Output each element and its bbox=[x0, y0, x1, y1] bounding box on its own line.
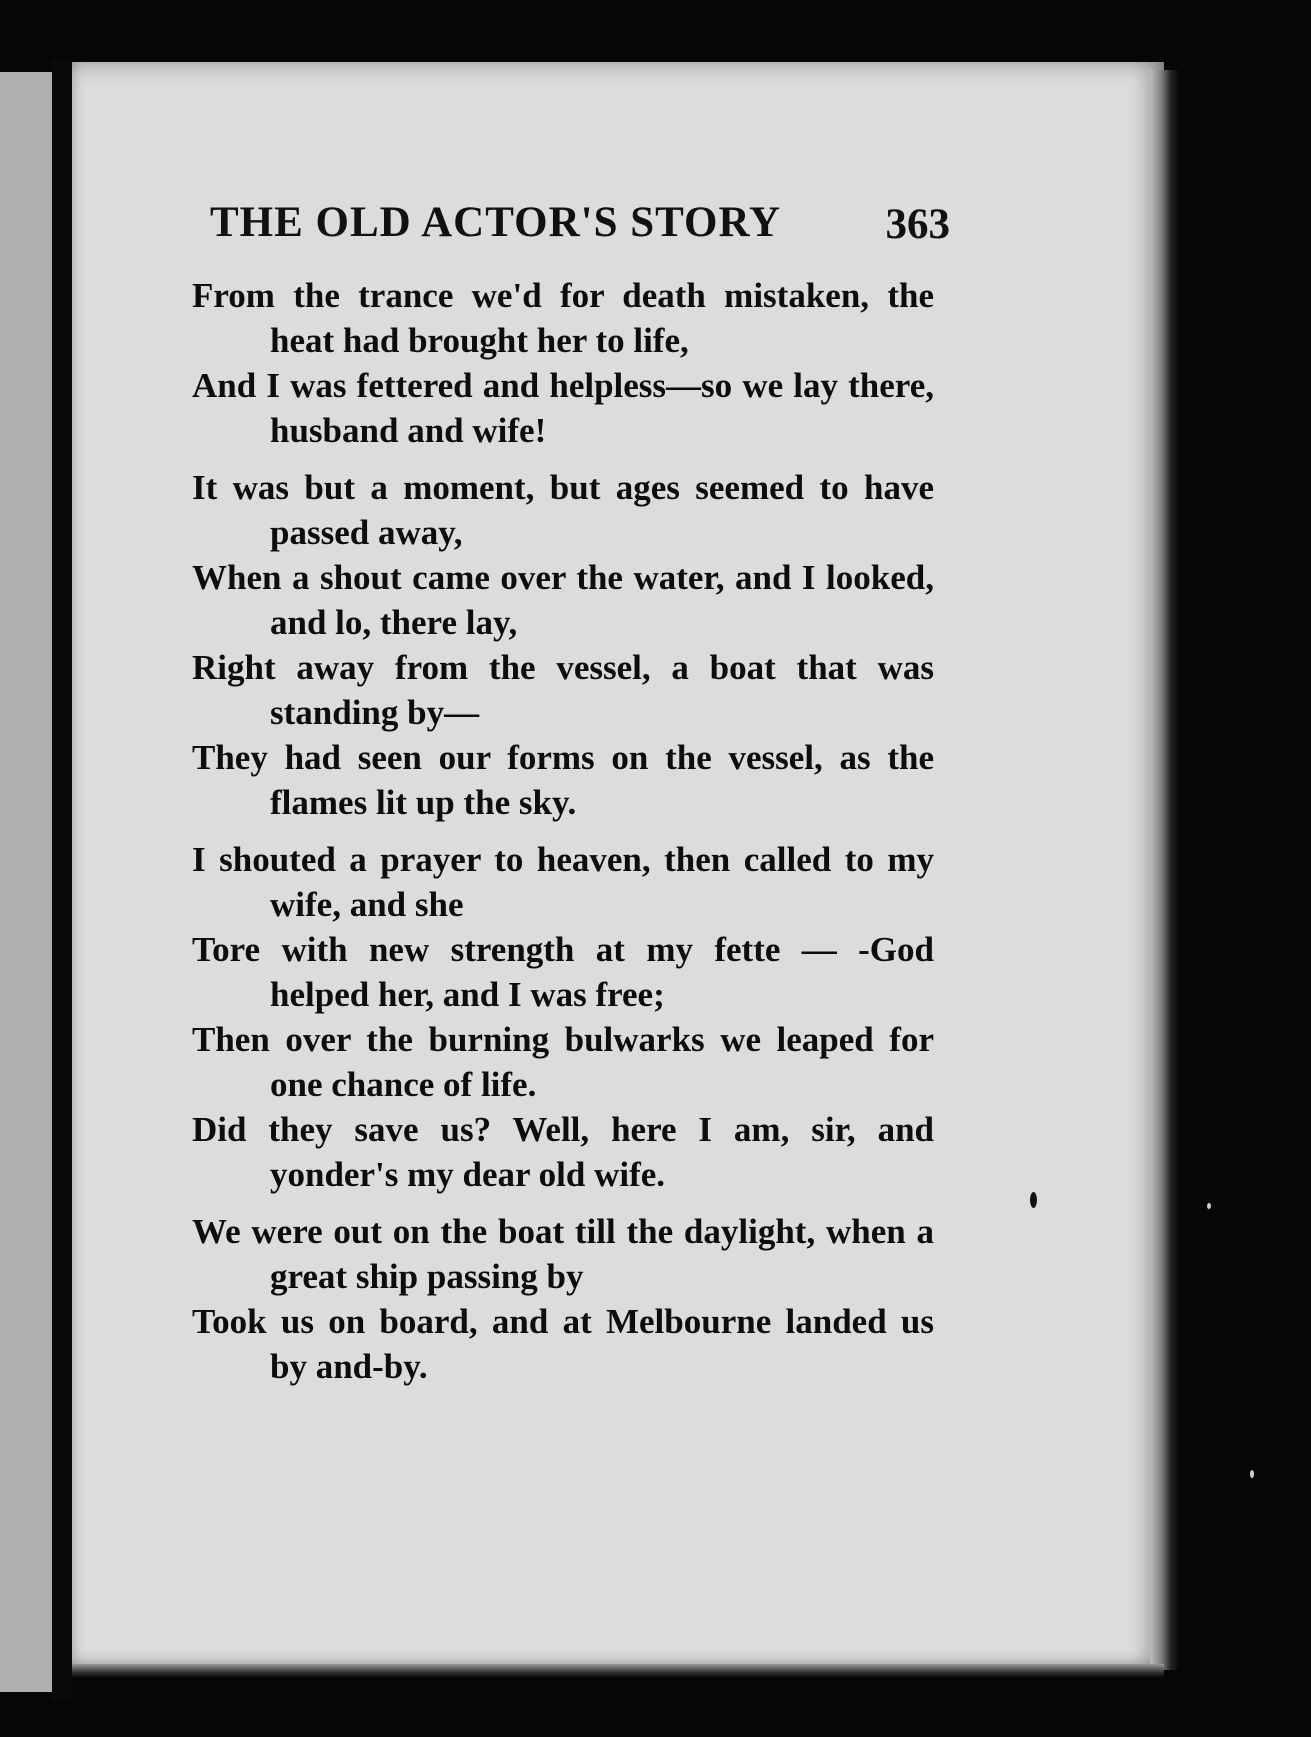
facing-page-edge bbox=[0, 72, 52, 1692]
poem-line: It was but a moment, but ages seemed to have passed away, bbox=[192, 468, 934, 552]
stanza bbox=[192, 465, 934, 825]
stanza bbox=[192, 273, 934, 453]
poem-line: They had seen our forms on the vessel, as the flames lit up the sky. bbox=[192, 738, 934, 822]
poem-line: We were out on the boat till the daylight, when a great ship passing by bbox=[192, 1212, 934, 1296]
poem-line: Took us on board, and at Melbourne landed us by and-by. bbox=[192, 1302, 934, 1386]
ink-speck bbox=[1030, 1192, 1037, 1208]
page-number: 363 bbox=[885, 201, 950, 248]
poem-line: And I was fettered and helpless—so we lay there, husband and wife! bbox=[192, 366, 934, 450]
page-fore-edge bbox=[1150, 70, 1180, 1670]
running-head: THE OLD ACTOR'S STORY bbox=[210, 199, 782, 246]
poem-line: I shouted a prayer to heaven, then called to my wife, and she bbox=[192, 840, 934, 924]
page-bottom-edge bbox=[72, 1664, 1164, 1678]
ink-speck bbox=[1250, 1470, 1254, 1478]
stanza bbox=[192, 1209, 934, 1389]
book-gutter bbox=[52, 60, 72, 1700]
poem-line: Right away from the vessel, a boat that was standing by— bbox=[192, 648, 934, 732]
stanza bbox=[192, 837, 934, 1197]
poem-line: Then over the burning bulwarks we leaped for one chance of life. bbox=[192, 1020, 934, 1104]
poem-line: From the trance we'd for death mistaken, the heat had brought her to life, bbox=[192, 276, 934, 360]
poem-line: Did they save us? Well, here I am, sir, and yonder's my dear old wife. bbox=[192, 1110, 934, 1194]
page-header bbox=[210, 198, 950, 258]
poem-line: Tore with new strength at my fette — -God helped her, and I was free; bbox=[192, 930, 934, 1014]
poem-line: When a shout came over the water, and I looked, and lo, there lay, bbox=[192, 558, 934, 642]
poem-text bbox=[192, 273, 934, 1401]
ink-speck bbox=[1207, 1203, 1211, 1209]
